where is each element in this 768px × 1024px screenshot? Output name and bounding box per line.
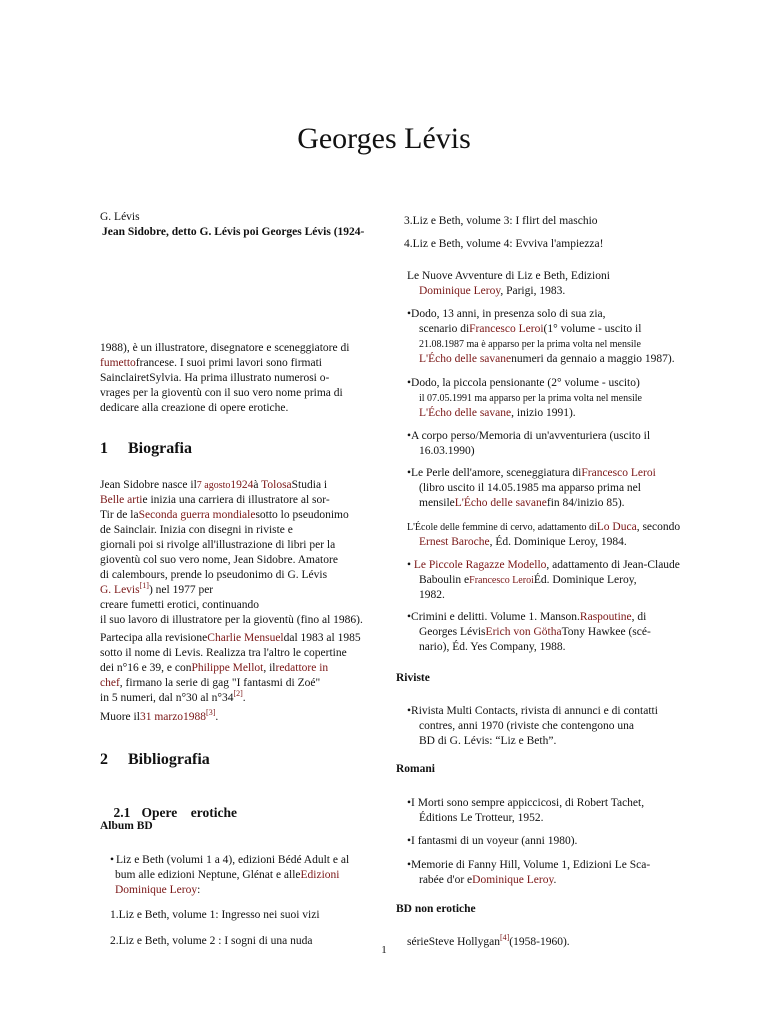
link-31-marzo[interactable]: 31 marzo — [139, 711, 184, 723]
bullet: • — [110, 854, 115, 866]
entry-morti-appiccicosi: •I Morti sono sempre appiccicosi, di Robert Tachet, Éditions Le Trotteur, 1952. — [407, 797, 645, 824]
link-1988[interactable]: 1988 — [183, 711, 207, 723]
page-title: Georges Lévis — [297, 122, 471, 155]
link-chef[interactable]: chef — [100, 677, 120, 689]
intro-bold-line: Jean Sidobre, detto G. Lévis poi Georges Lévis (1924- — [102, 226, 365, 238]
entry-steve-hollygan: sérieSteve Hollygan[4](1958-1960). — [407, 933, 570, 948]
section-heading-biografia: 1 Biografia — [100, 440, 192, 457]
link-echo-savane[interactable]: L'Écho delle savane — [419, 407, 512, 419]
entry-crimini-delitti: •Crimini e delitti. Volume 1. Manson.Raspoutine, di Georges LévisErich von GöthaTony Hawkee (scé- nario), Éd. Yes Company, 1988. — [407, 611, 651, 653]
link-raspoutine[interactable]: Raspoutine — [579, 611, 632, 623]
link-7-agosto[interactable]: 7 agosto — [196, 480, 231, 491]
ref-3[interactable]: [3] — [206, 708, 216, 718]
ref-1[interactable]: [1] — [139, 581, 149, 591]
link-lo-duca[interactable]: Lo Duca — [596, 521, 637, 533]
album-item: • Liz e Beth (volumi 1 a 4), edizioni Bédé Adult e al bum alle edizioni Neptune, Glénat e alleEdizioni Dominique Leroy: — [110, 854, 350, 896]
entry-fantasmi-voyeur: •I fantasmi di un voyeur (anni 1980). — [407, 835, 578, 847]
link-redattore[interactable]: redattore in — [275, 662, 329, 674]
link-g-levis[interactable]: G. Levis — [100, 584, 140, 596]
link-edizioni[interactable]: Edizioni — [300, 869, 340, 881]
link-erich-von-gotha[interactable]: Erich von Götha — [485, 626, 562, 638]
link-dominique-leroy[interactable]: Dominique Leroy — [419, 285, 501, 297]
entry-multi-contacts: •Rivista Multi Contacts, rivista di annunci e di contatti contres, anni 1970 (riviste che contengono una BD di G. Lévis: “Liz e Beth”. — [407, 705, 658, 747]
entry-fanny-hill: •Memorie di Fanny Hill, Volume 1, Edizioni Le Sca- rabée d'or eDominique Leroy. — [407, 859, 651, 886]
entry-piccole-ragazze: • Le Piccole Ragazze Modello, adattamento di Jean-Claude Baboulin eFrancesco LeroiÉd. Dominique Leroy, 1982. — [407, 559, 680, 601]
album-vol-4: 4.Liz e Beth, volume 4: Evviva l'ampiezza! — [404, 238, 604, 250]
intro-paragraph: 1988), è un illustratore, disegnatore e sceneggiatore di fumettofrancese. I suoi primi lavori sono firmati SainclairetSylvia. Ha prima illustrato numerosi o- vrages per la gioventù con il suo vero nome prima di dedicare alla creazione di opere erotiche. — [100, 342, 350, 414]
link-echo-savane[interactable]: L'Écho delle savane — [419, 353, 512, 365]
ref-4[interactable]: [4] — [499, 933, 510, 943]
link-seconda-guerra[interactable]: Seconda guerra mondiale — [138, 509, 256, 521]
link-philippe-mellot[interactable]: Philippe Mellot — [191, 662, 264, 674]
bio-paragraph-3: Muore il31 marzo1988[3]. — [100, 708, 219, 723]
link-francesco-leroi[interactable]: Francesco Leroi — [469, 575, 534, 586]
heading-bd-non-erotiche: BD non erotiche — [396, 903, 476, 915]
album-vol-2: 2.Liz e Beth, volume 2 : I sogni di una nuda — [110, 935, 313, 947]
bio-paragraph-1: Jean Sidobre nasce il7 agosto1924à TolosaStudia i Belle artie inizia una carriera di illustratore al sor- Tir de laSeconda guerra mondialesotto lo pseudonimo de Sainclair. Inizia con disegni in riviste e giornali poi si rivolge all'illustrazione di libri per la gioventù col suo vero nome, Jean Sidobre. Amatore di calembours, prende lo pseudonimo di G. Lévis G. Levis[1]) nel 1977 per creare fumetti erotici, continuando il suo lavoro di illustratore per la gioventù (fino al 1986). — [100, 479, 363, 626]
entry-nuove-avventure: Le Nuove Avventure di Liz e Beth, Edizioni Dominique Leroy, Parigi, 1983. — [407, 270, 610, 297]
link-francesco-leroi[interactable]: Francesco Leroi — [469, 323, 544, 335]
heading-romani: Romani — [396, 763, 435, 775]
album-vol-1: 1.Liz e Beth, volume 1: Ingresso nei suoi vizi — [110, 909, 320, 921]
page-number: 1 — [381, 944, 387, 956]
heading-album-bd: Album BD — [100, 820, 153, 832]
link-francesco-leroi[interactable]: Francesco Leroi — [581, 467, 656, 479]
link-echo-savane[interactable]: L'Écho delle savane — [454, 497, 547, 509]
bio-paragraph-2: Partecipa alla revisioneCharlie Mensueldal 1983 al 1985 sotto il nome di Levis. Realizza tra l'altro le copertine dei n°16 e 39, e conPhilippe Mellot, ilredattore in chef, firmano la serie di gag "I fantasmi di Zoé" in 5 numeri, dal n°30 al n°34[2]. — [100, 632, 361, 704]
entry-dodo-1: •Dodo, 13 anni, in presenza solo di sua zia, scenario diFrancesco Leroi(1° volume - uscito il 21.08.1987 ma è apparso per la prima volta nel mensile L'Écho delle savanenumeri da gennaio a maggio 1987). — [407, 308, 675, 365]
link-ernest-baroche[interactable]: Ernest Baroche — [419, 536, 490, 548]
section-heading-bibliografia: 2 Bibliografia — [100, 751, 210, 768]
intro-name-line: G. Lévis — [100, 211, 140, 223]
entry-dodo-2: •Dodo, la piccola pensionante (2° volume - uscito) il 07.05.1991 ma apparso per la prima volta nel mensile L'Écho delle savane, inizio 1991). — [407, 377, 642, 419]
heading-riviste: Riviste — [396, 672, 430, 684]
link-dominique-leroy[interactable]: Dominique Leroy — [472, 874, 554, 886]
link-tolosa[interactable]: Tolosa — [261, 479, 292, 491]
ref-2[interactable]: [2] — [233, 689, 243, 699]
subsection-heading-opere-erotiche: 2.1 Opere erotiche — [113, 805, 237, 820]
album-vol-3: 3.Liz e Beth, volume 3: I flirt del maschio — [404, 215, 598, 227]
link-piccole-ragazze[interactable]: Le Piccole Ragazze Modello — [413, 559, 547, 571]
entry-a-corpo-perso: •A corpo perso/Memoria di un'avventuriera (uscito il 16.03.1990) — [407, 430, 651, 457]
link-1924[interactable]: 1924 — [230, 479, 254, 491]
link-fumetto[interactable]: fumetto — [100, 357, 136, 369]
link-charlie-mensuel[interactable]: Charlie Mensuel — [207, 632, 284, 644]
entry-ecole-femmine: L'École delle femmine di cervo, adattamento diLo Duca, secondo Ernest Baroche, Éd. Dominique Leroy, 1984. — [407, 521, 681, 548]
link-belle-arti[interactable]: Belle arti — [100, 494, 143, 506]
link-dominique-leroy[interactable]: Dominique Leroy — [115, 884, 198, 896]
entry-perle-amore: •Le Perle dell'amore, sceneggiatura diFrancesco Leroi (libro uscito il 14.05.1985 ma apparso prima nel mensileL'Écho delle savanefin 84/inizio 85). — [407, 467, 656, 509]
